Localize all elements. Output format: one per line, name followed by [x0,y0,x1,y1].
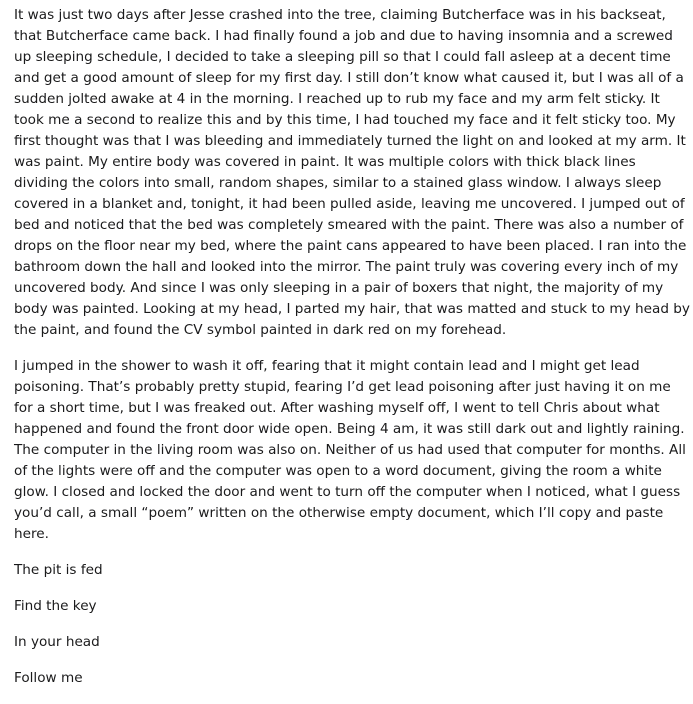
poem-line-4: Follow me [14,670,83,686]
poem-line-3: In your head [14,634,100,650]
post-body [14,5,691,704]
poem-line-2: Find the key [14,598,97,614]
paragraph-2: I jumped in the shower to wash it off, fearing that it might contain lead and I might get lead poisoning. That’s probably pretty stupid, fearing I’d get lead poisoning after just having it on me for a short time, but I was freaked out. After washing myself off, I went to tell Chris about what happened and found the front door wide open. Being 4 am, it was still dark out and lightly raining. The computer in the living room was also on. Neither of us had used that computer for months. All of the lights were off and the computer was open to a word document, giving the room a white glow. I closed and locked the door and went to turn off the computer when I noticed, what I guess you’d call, a small “poem” written on the otherwise empty document, which I’ll copy and paste here. [14,358,686,542]
poem-line-1: The pit is fed [14,562,103,578]
paragraph-1: It was just two days after Jesse crashed into the tree, claiming Butcherface was in his backseat, that Butcherface came back. I had finally found a job and due to having insomnia and a screwed up sleeping schedule, I decided to take a sleeping pill so that I could fall asleep at a decent time and get a good amount of sleep for my first day. I still don’t know what caused it, but I was all of a sudden jolted awake at 4 in the morning. I reached up to rub my face and my arm felt sticky. It took me a second to realize this and by this time, I had touched my face and it felt sticky too. My first thought was that I was bleeding and immediately turned the light on and looked at my arm. It was paint. My entire body was covered in paint. It was multiple colors with thick black lines dividing the colors into small, random shapes, similar to a stained glass window. I always sleep covered in a blanket and, tonight, it had been pulled aside, leaving me uncovered. I jumped out of bed and noticed that the bed was completely smeared with the paint. There was also a number of drops on the floor near my bed, where the paint cans appeared to have been placed. I ran into the bathroom down the hall and looked into the mirror. The paint truly was covering every inch of my uncovered body. And since I was only sleeping in a pair of boxers that night, the majority of my body was painted. Looking at my head, I parted my hair, that was matted and stuck to my head by the paint, and found the CV symbol painted in dark red on my forehead. [14,7,690,338]
